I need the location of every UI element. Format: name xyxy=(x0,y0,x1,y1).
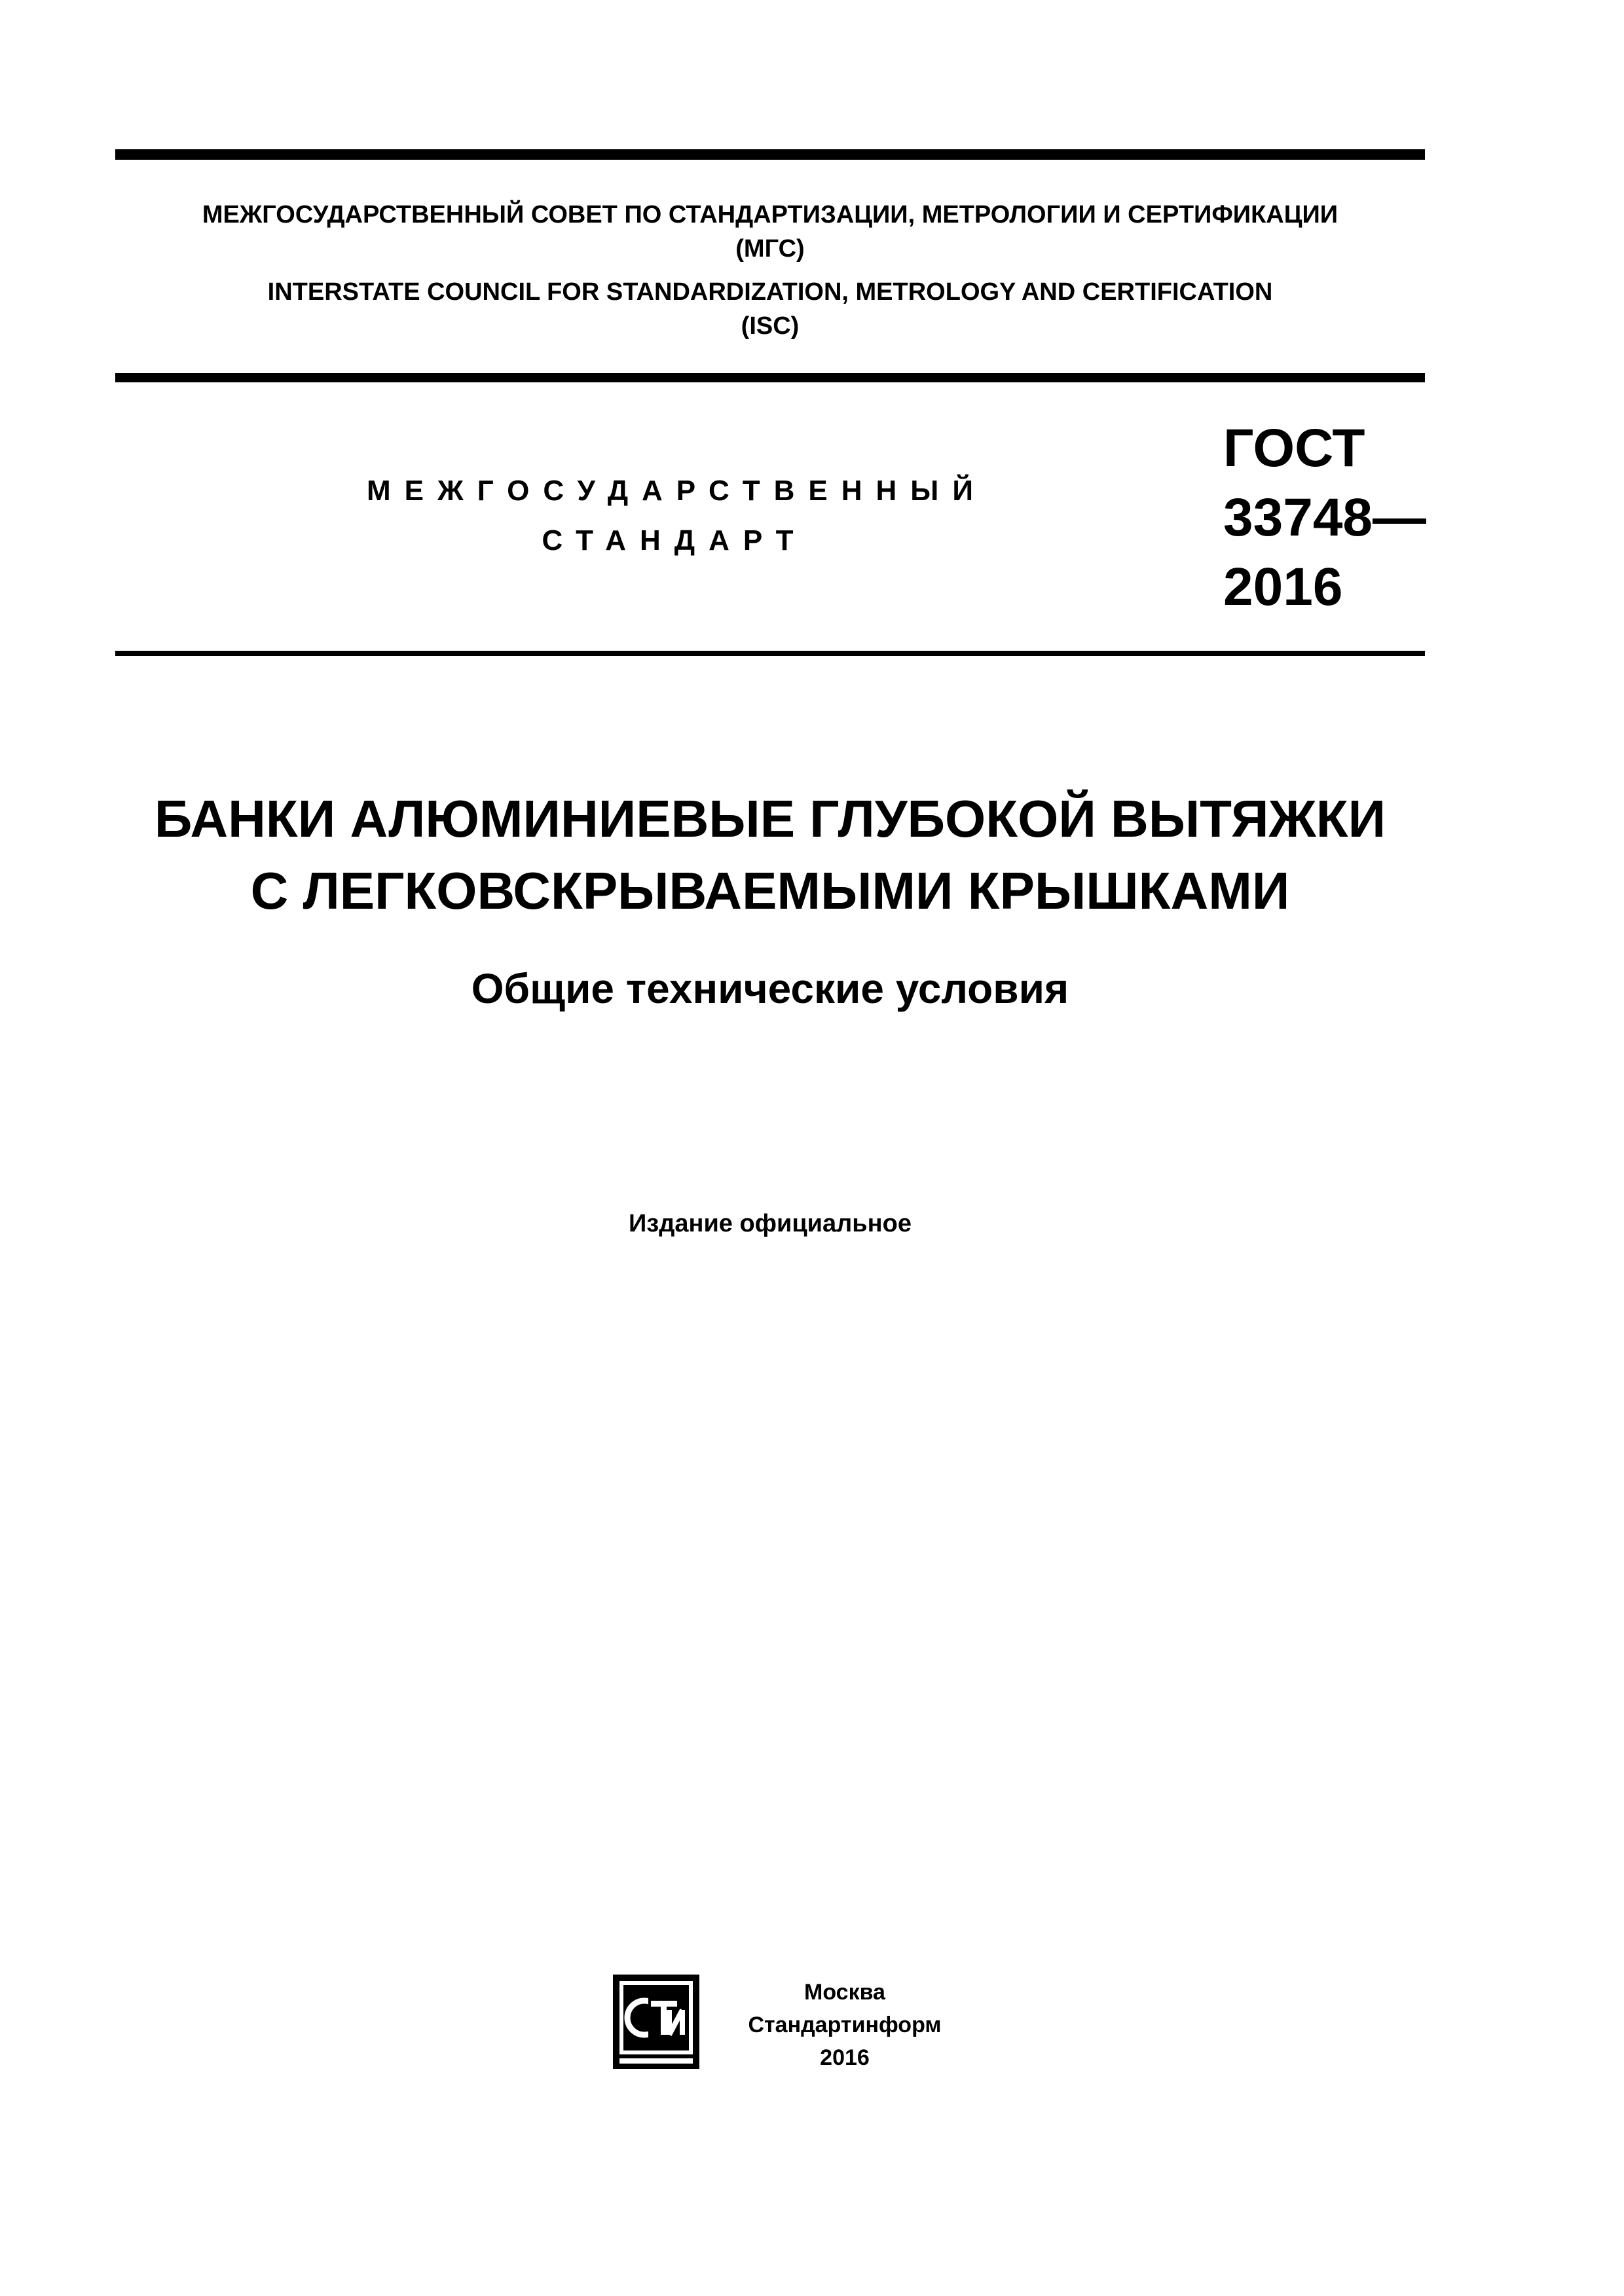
council-ru-abbr: (МГС) xyxy=(735,235,805,263)
standartinform-logo-icon xyxy=(612,1973,701,2070)
gost-number: 33748— xyxy=(1223,488,1427,547)
publisher-year: 2016 xyxy=(820,2045,870,2070)
standard-kind xyxy=(367,466,987,566)
council-en-abbr: (ISC) xyxy=(741,312,800,340)
top-divider xyxy=(115,149,1425,160)
title-line1: БАНКИ АЛЮМИНИЕВЫЕ ГЛУБОКОЙ ВЫТЯЖКИ xyxy=(154,790,1386,848)
gost-label: ГОСТ xyxy=(1223,418,1365,478)
council-en-line1: INTERSTATE COUNCIL FOR STANDARDIZATION, METROLOGY AND CERTIFICATION xyxy=(267,278,1273,306)
gost-designation xyxy=(1223,414,1446,622)
standard-kind-line2: СТАНДАРТ xyxy=(542,524,807,556)
document-title xyxy=(115,783,1425,927)
bottom-divider xyxy=(115,651,1425,656)
publisher-name: Стандартинформ xyxy=(748,2013,942,2037)
council-name-en xyxy=(115,275,1425,343)
publisher-city: Москва xyxy=(804,1980,885,2005)
gost-year: 2016 xyxy=(1223,557,1343,617)
document-subtitle: Общие технические условия xyxy=(471,965,1069,1012)
middle-divider xyxy=(115,373,1425,382)
title-line2: С ЛЕГКОВСКРЫВАЕМЫМИ КРЫШКАМИ xyxy=(250,862,1290,920)
council-ru-line1: МЕЖГОСУДАРСТВЕННЫЙ СОВЕТ ПО СТАНДАРТИЗАЦИИ, МЕТРОЛОГИИ И СЕРТИФИКАЦИИ xyxy=(202,201,1338,228)
publisher-imprint xyxy=(720,1976,969,2074)
council-name-ru xyxy=(115,198,1425,266)
edition-note: Издание официальное xyxy=(629,1210,912,1237)
standard-kind-line1: МЕЖГОСУДАРСТВЕННЫЙ xyxy=(367,475,987,507)
